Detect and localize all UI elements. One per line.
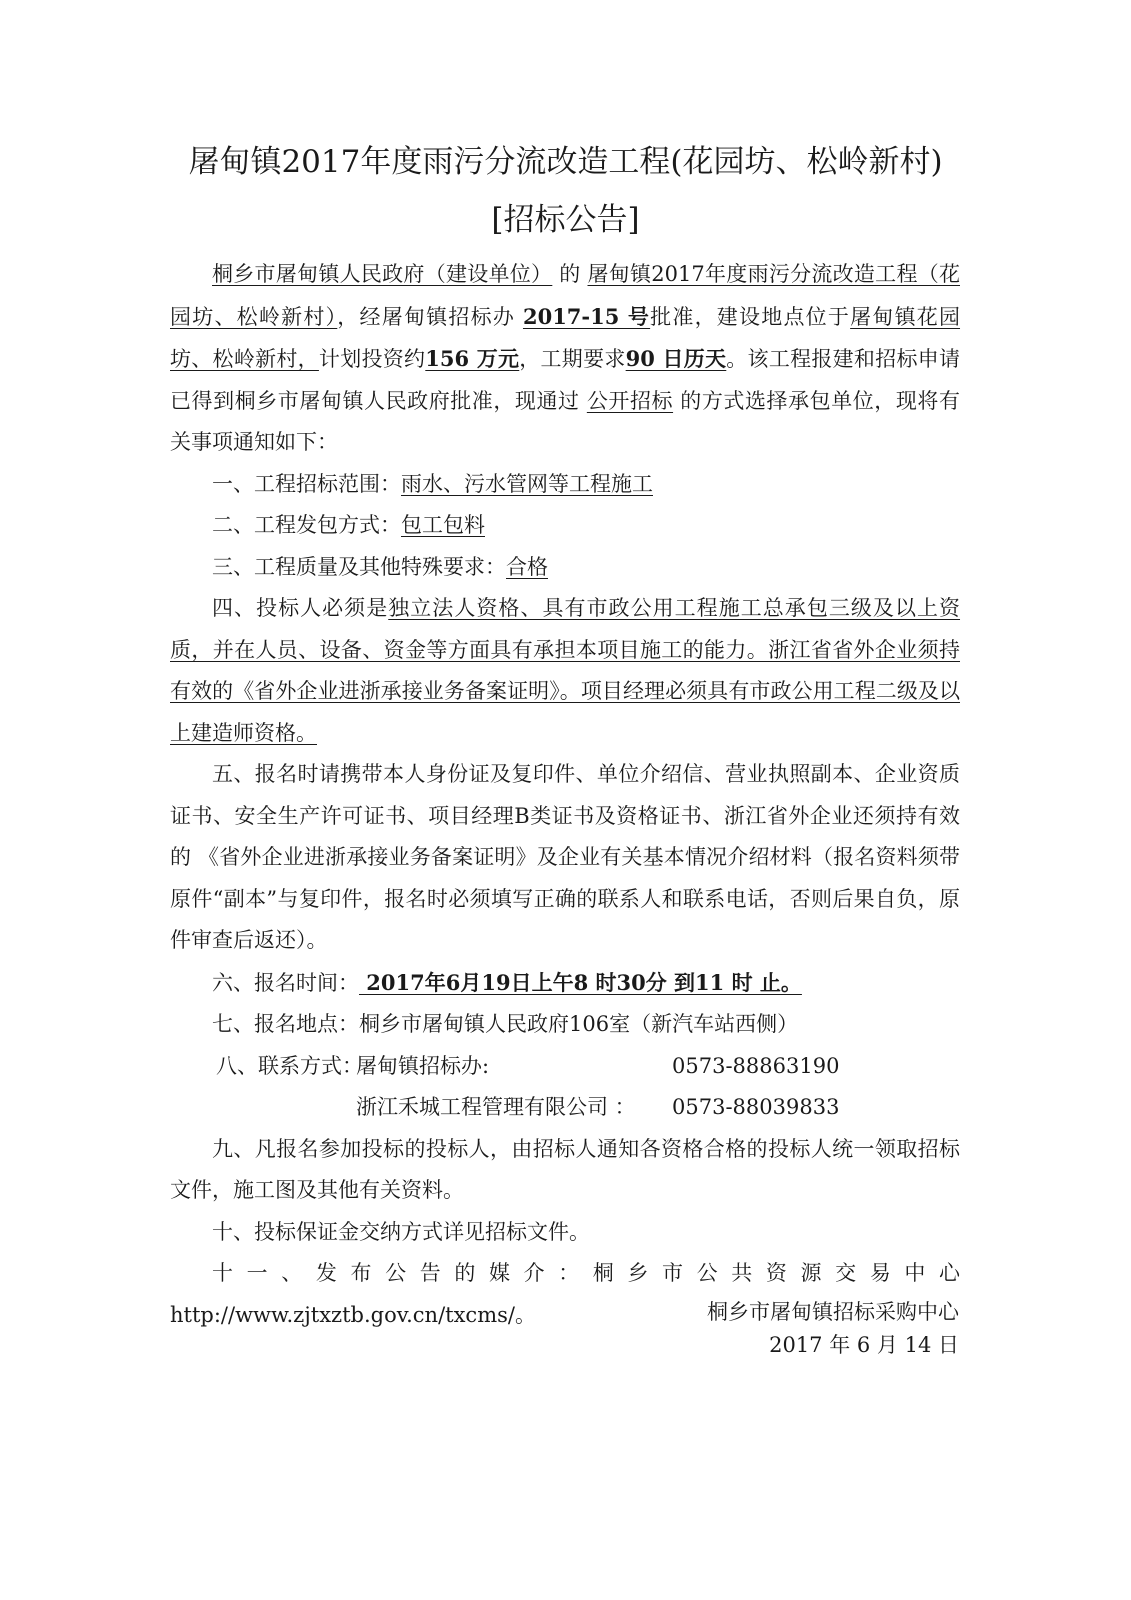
item-quality xyxy=(170,547,960,589)
item-bid-bond: 十、投标保证金交纳方式详见招标文件。 xyxy=(212,1219,590,1244)
contact-1-name: 屠甸镇招标办: xyxy=(356,1053,490,1078)
intro-text-6: 。该工程报建和招标申请已得到桐乡市屠甸镇人民政府批准，现通过 xyxy=(170,347,961,413)
item-registration-place xyxy=(170,1004,960,1046)
item-contract-mode-label: 二、工程发包方式： xyxy=(212,513,401,537)
item-contract-mode-value: 包工包料 xyxy=(401,513,485,537)
item-bidder-requirements-label: 四、投标人必须是 xyxy=(212,596,389,620)
announcement-title: 屠甸镇2017年度雨污分流改造工程(花园坊、松岭新村) xyxy=(188,144,943,180)
intro-text-5: ，工期要求 xyxy=(519,347,626,371)
investment-amount: 156 万元 xyxy=(425,346,520,371)
item-bidder-requirements xyxy=(170,588,960,754)
tender-method: 公开招标 xyxy=(586,388,674,413)
owner-name: 桐乡市屠甸镇人民政府（建设单位） xyxy=(212,262,553,286)
contact-indent xyxy=(170,1087,216,1129)
contact-2-phone: 0573-88039833 xyxy=(672,1095,840,1119)
item-quality-label: 三、工程质量及其他特殊要求： xyxy=(212,554,506,579)
item-registration-time-label: 六、报名时间： xyxy=(212,970,359,995)
signature-block xyxy=(707,1296,959,1362)
intro-paragraph xyxy=(170,254,960,464)
announcement-subtitle: [招标公告] xyxy=(491,202,640,238)
announcement-body xyxy=(170,254,960,1336)
item-registration-place-value: 桐乡市屠甸镇人民政府106室（新汽车站西侧） xyxy=(359,1012,799,1036)
item-scope-label: 一、工程招标范围： xyxy=(212,471,401,496)
item-quality-value: 合格 xyxy=(506,554,548,579)
contact-2-name: 浙江禾城工程管理有限公司 ： xyxy=(356,1095,636,1119)
item-scope xyxy=(170,464,960,506)
item-scope-value: 雨水、污水管网等工程施工 xyxy=(401,471,653,496)
contact-spacer xyxy=(216,1087,356,1129)
item-contract-mode xyxy=(170,505,960,547)
contact-row-2 xyxy=(170,1087,960,1129)
contact-row-1 xyxy=(170,1046,960,1088)
contact-1-phone: 0573-88863190 xyxy=(672,1053,840,1078)
contact-indent xyxy=(170,1046,216,1088)
item-registration-time-value: 2017年6月19日上午8 时30分 到11 时 止。 xyxy=(359,969,802,995)
intro-text-2: ，经屠甸镇招标办 xyxy=(337,304,523,329)
item-bidder-requirements-value: 独立法人资格、具有市政公用工程施工总承包三级及以上资质，并在人员、设备、资金等方面具有承担本项目施工的能力。浙江省省外企业须持有效的《省外企业进浙承接业务备案证明》。项目经理必须具有市政公用工程二级及以上建造师资格。 xyxy=(170,596,961,745)
intro-text-7: 的方式选择承包单位，现将有关事项通知如下： xyxy=(170,388,960,454)
intro-text-1: 的 xyxy=(552,262,588,286)
project-name: 屠甸镇2017年度雨污分流改造工程（花园坊、松岭新村） xyxy=(170,262,960,329)
item-registration-place-label: 七、报名地点： xyxy=(212,1012,359,1036)
item-registration-documents: 五、报名时请携带本人身份证及复印件、单位介绍信、营业执照副本、企业资质证书、安全生产许可证书、项目经理B类证书及资格证书、浙江省外企业还须持有效的 《省外企业进浙承接业务备案证明》及企业有关基本情况介绍材料（报名资料须带原件“副本”与复印件，报名时必须填写正确的联系人和联系电话，否则后果自负，原件审查后返还）。 xyxy=(170,762,960,952)
intro-text-3: 批准，建设地点位于 xyxy=(650,304,851,329)
item-contact-label: 八、联系方式： xyxy=(216,1053,363,1078)
signature-date: 2017 年 6 月 14 日 xyxy=(769,1333,959,1357)
approval-number: 2017-15 号 xyxy=(522,303,651,329)
item-tender-documents: 九、凡报名参加投标的投标人，由招标人通知各资格合格的投标人统一领取招标文件，施工图及其他有关资料。 xyxy=(170,1136,960,1202)
duration: 90 日历天 xyxy=(625,346,727,371)
media-url: http://www.zjtxztb.gov.cn/txcms/。 xyxy=(170,1302,536,1327)
intro-text-4: 计划投资约 xyxy=(318,347,426,371)
project-location: 屠甸镇花园坊、松岭新村， xyxy=(170,304,961,371)
item-registration-time xyxy=(170,962,960,1005)
item-media: 十一、发布公告的媒介：桐乡市公共资源交易中心 xyxy=(212,1261,960,1285)
signature-org: 桐乡市屠甸镇招标采购中心 xyxy=(707,1300,959,1324)
